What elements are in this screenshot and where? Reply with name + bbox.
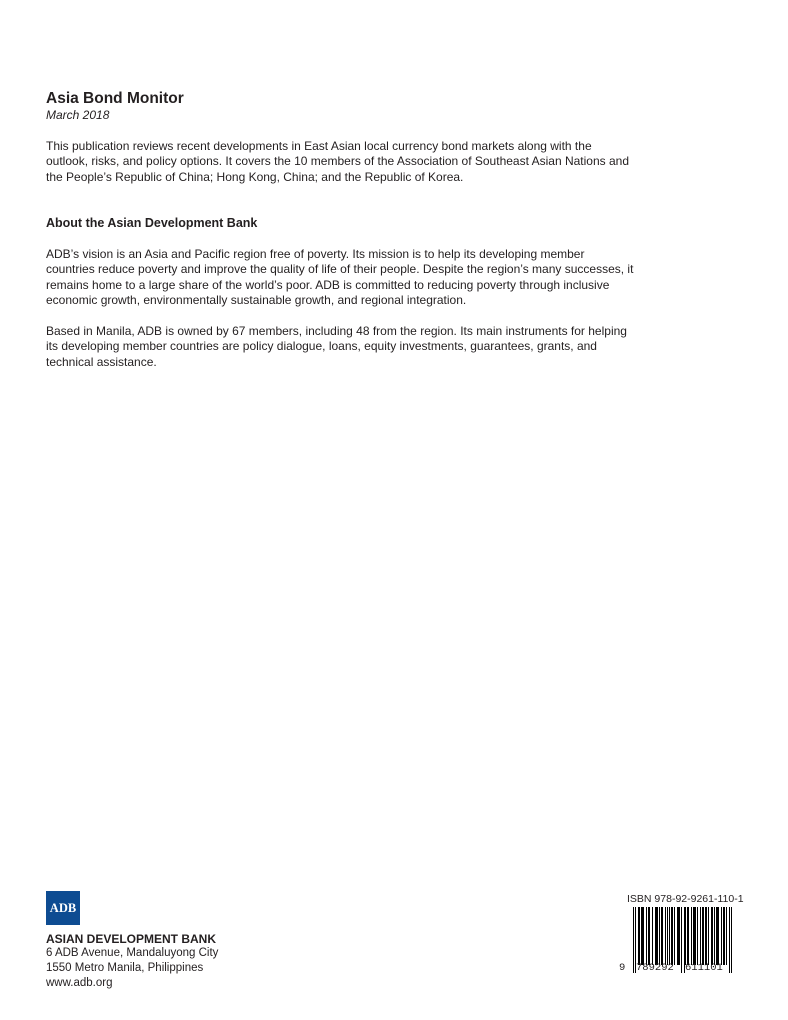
barcode-bar — [655, 907, 656, 965]
barcode-bar — [697, 907, 698, 965]
address-line-city: 1550 Metro Manila, Philippines — [46, 962, 204, 974]
barcode-bar — [633, 907, 634, 973]
barcode-bar — [662, 907, 663, 965]
barcode-bar — [685, 907, 686, 965]
barcode-bar — [693, 907, 694, 965]
intro-paragraph: This publication reviews recent developments in East Asian local currency bond markets along with the outlook, risks, and policy options. It covers the 10 members of the Association of Southeast Asian Nations and the People’s Republic of China; Hong Kong, China; and the Republic of Korea. — [46, 139, 629, 184]
barcode-bar — [649, 907, 650, 965]
barcode-bar — [726, 907, 727, 965]
barcode-bar — [678, 907, 679, 965]
barcode-bar — [659, 907, 660, 965]
barcode-bar — [687, 907, 688, 965]
about-paragraph-members: Based in Manila, ADB is owned by 67 members, including 48 from the region. Its main instruments for helping its developing member countries are policy dialogue, loans, equity investments, guarantees, grants, and technical assistance. — [46, 324, 627, 369]
barcode-left-digits: 789292 — [636, 962, 674, 974]
barcode-bar — [731, 907, 732, 973]
barcode-bar — [648, 907, 649, 965]
barcode-bar — [657, 907, 658, 965]
barcode-bar — [652, 907, 653, 965]
barcode-bar — [706, 907, 707, 965]
address-line-street: 6 ADB Avenue, Mandaluyong City — [46, 947, 219, 959]
barcode-bar — [694, 907, 695, 965]
barcode-bar — [656, 907, 657, 965]
barcode-bar — [639, 907, 640, 965]
barcode-bar — [711, 907, 712, 965]
barcode-right-digits: 611101 — [685, 962, 723, 974]
barcode-bar — [646, 907, 647, 965]
barcode-bar — [717, 907, 718, 965]
barcode-bar — [671, 907, 672, 965]
organization-name: ASIAN DEVELOPMENT BANK — [46, 932, 217, 946]
adb-logo: ADB — [46, 891, 80, 925]
barcode-bar — [681, 907, 682, 973]
barcode-bar — [712, 907, 713, 965]
barcode-bar — [679, 907, 680, 965]
barcode-bar — [691, 907, 692, 965]
about-heading: About the Asian Development Bank — [46, 216, 258, 230]
barcode-bar — [677, 907, 678, 965]
website-link[interactable]: www.adb.org — [46, 977, 113, 989]
barcode-bar — [642, 907, 643, 965]
document-title: Asia Bond Monitor — [46, 90, 184, 107]
barcode-bar — [724, 907, 725, 965]
barcode-first-digit: 9 — [619, 962, 626, 974]
barcode-bar — [723, 907, 724, 965]
barcode-bar — [695, 907, 696, 965]
barcode-bar — [661, 907, 662, 965]
barcode-bar — [643, 907, 644, 965]
publication-date: March 2018 — [46, 108, 110, 122]
barcode-bar — [702, 907, 703, 965]
barcode-bar — [669, 907, 670, 965]
barcode-bar — [703, 907, 704, 965]
barcode-bar — [672, 907, 673, 965]
barcode-bar — [718, 907, 719, 965]
barcode-bar — [721, 907, 722, 965]
barcode-bar — [714, 907, 715, 965]
barcode-bar — [674, 907, 675, 965]
barcode-bar — [729, 907, 730, 973]
barcode-bar — [638, 907, 639, 965]
barcode-bar — [665, 907, 666, 965]
barcode-bar — [688, 907, 689, 965]
about-paragraph-vision: ADB’s vision is an Asia and Pacific region free of poverty. Its mission is to help its developing member countries reduce poverty and improve the quality of life of their people. Despite the region’s many successes, it remains home to a large share of the world’s poor. ADB is committed to reducing poverty through inclusive economic growth, environmentally sustainable growth, and regional integration. — [46, 247, 634, 308]
barcode-bar — [708, 907, 709, 965]
barcode-bar — [641, 907, 642, 965]
barcode-bar — [667, 907, 668, 965]
isbn-block — [619, 891, 744, 989]
barcode-bar — [705, 907, 706, 965]
barcode-bar — [700, 907, 701, 965]
isbn-number: ISBN 978-92-9261-110-1 — [627, 893, 744, 905]
barcode-bar — [716, 907, 717, 965]
